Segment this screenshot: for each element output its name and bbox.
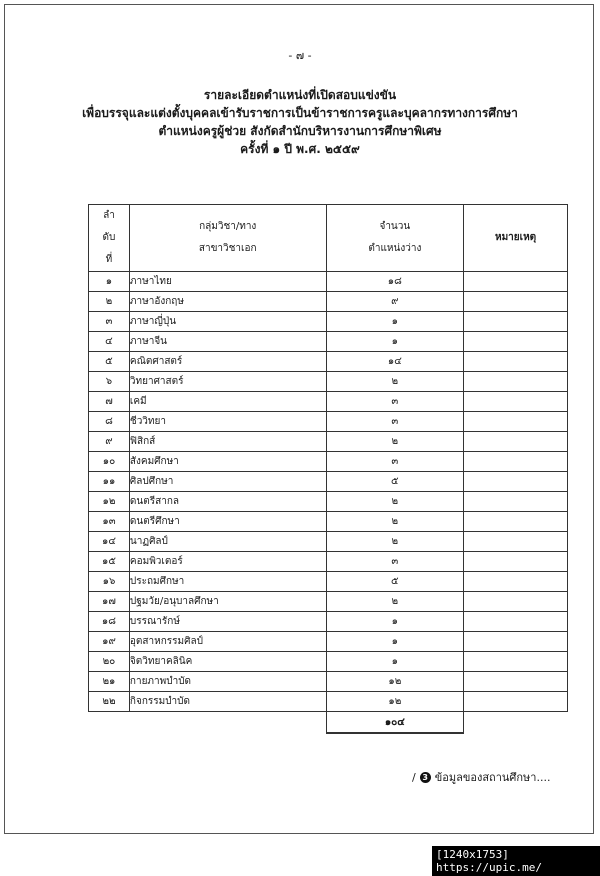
row-subject: บรรณารักษ์ <box>129 612 326 632</box>
row-number: ๒๑ <box>89 672 130 692</box>
row-subject: ภาษาไทย <box>129 272 326 292</box>
header-line-4: ครั้งที่ ๑ ปี พ.ศ. ๒๕๕๙ <box>240 142 360 156</box>
row-number: ๕ <box>89 352 130 372</box>
row-subject: ดนตรีศึกษา <box>129 512 326 532</box>
row-count: ๑๘ <box>326 272 464 292</box>
number-circle-icon: 3 <box>420 772 431 783</box>
header-subject: กลุ่มวิชา/ทาง สาขาวิชาเอก <box>129 205 326 272</box>
row-number: ๒๐ <box>89 652 130 672</box>
footer-prefix: / <box>412 770 416 784</box>
row-number: ๒ <box>89 292 130 312</box>
row-number: ๙ <box>89 432 130 452</box>
row-count: ๒ <box>326 492 464 512</box>
total-count: ๑๐๔ <box>326 712 464 734</box>
footer-note <box>412 768 550 786</box>
row-number: ๑๖ <box>89 572 130 592</box>
row-subject: จิตวิทยาคลินิค <box>129 652 326 672</box>
watermark-label: [1240x1753] https://upic.me/ <box>432 846 600 876</box>
row-remark <box>464 552 568 572</box>
row-count: ๒ <box>326 592 464 612</box>
table-row <box>89 632 568 652</box>
table-header-row <box>89 205 568 272</box>
row-count: ๑๒ <box>326 692 464 712</box>
row-number: ๑๓ <box>89 512 130 532</box>
row-remark <box>464 312 568 332</box>
row-remark <box>464 272 568 292</box>
row-number: ๔ <box>89 332 130 352</box>
row-remark <box>464 472 568 492</box>
row-count: ๓ <box>326 412 464 432</box>
row-remark <box>464 532 568 552</box>
row-remark <box>464 492 568 512</box>
row-subject: คอมพิวเตอร์ <box>129 552 326 572</box>
row-remark <box>464 412 568 432</box>
row-remark <box>464 672 568 692</box>
header-no: ลำ ดับ ที่ <box>89 205 130 272</box>
footer-text: ข้อมูลของสถานศึกษา.... <box>434 771 551 784</box>
row-count: ๕ <box>326 572 464 592</box>
header-line-3: ตำแหน่งครูผู้ช่วย สังกัดสำนักบริหารงานการศึกษาพิเศษ <box>158 124 442 138</box>
row-subject: คณิตศาสตร์ <box>129 352 326 372</box>
row-subject: วิทยาศาสตร์ <box>129 372 326 392</box>
row-remark <box>464 572 568 592</box>
row-count: ๙ <box>326 292 464 312</box>
row-number: ๑๘ <box>89 612 130 632</box>
row-count: ๓ <box>326 452 464 472</box>
row-count: ๒ <box>326 512 464 532</box>
row-subject: ประถมศึกษา <box>129 572 326 592</box>
row-number: ๑๐ <box>89 452 130 472</box>
table-row <box>89 512 568 532</box>
row-number: ๑๔ <box>89 532 130 552</box>
row-number: ๖ <box>89 372 130 392</box>
table-row <box>89 692 568 712</box>
row-subject: ปฐมวัย/อนุบาลศึกษา <box>129 592 326 612</box>
header-count: จำนวน ตำแหน่งว่าง <box>326 205 464 272</box>
row-number: ๑๗ <box>89 592 130 612</box>
row-count: ๑๒ <box>326 672 464 692</box>
table-row <box>89 592 568 612</box>
row-subject: ดนตรีสากล <box>129 492 326 512</box>
row-remark <box>464 332 568 352</box>
row-remark <box>464 292 568 312</box>
table-row <box>89 452 568 472</box>
total-row <box>89 712 568 734</box>
table-row <box>89 612 568 632</box>
row-remark <box>464 372 568 392</box>
row-number: ๑๕ <box>89 552 130 572</box>
positions-table <box>88 204 568 734</box>
row-subject: ศิลปศึกษา <box>129 472 326 492</box>
table-row <box>89 532 568 552</box>
table-row <box>89 292 568 312</box>
row-remark <box>464 692 568 712</box>
row-subject: สังคมศึกษา <box>129 452 326 472</box>
row-number: ๑๑ <box>89 472 130 492</box>
table-row <box>89 672 568 692</box>
row-subject: อุตสาหกรรมศิลป์ <box>129 632 326 652</box>
table-row <box>89 432 568 452</box>
row-subject: ภาษาญี่ปุ่น <box>129 312 326 332</box>
row-remark <box>464 632 568 652</box>
table-row <box>89 572 568 592</box>
row-subject: ภาษาจีน <box>129 332 326 352</box>
row-count: ๑๔ <box>326 352 464 372</box>
row-subject: กิจกรรมบำบัด <box>129 692 326 712</box>
row-subject: เคมี <box>129 392 326 412</box>
row-count: ๒ <box>326 432 464 452</box>
row-remark <box>464 392 568 412</box>
row-subject: ชีววิทยา <box>129 412 326 432</box>
row-number: ๑๙ <box>89 632 130 652</box>
document-header <box>0 86 600 158</box>
table-row <box>89 472 568 492</box>
table-row <box>89 332 568 352</box>
table-row <box>89 272 568 292</box>
table-row <box>89 652 568 672</box>
row-count: ๓ <box>326 392 464 412</box>
row-number: ๗ <box>89 392 130 412</box>
row-count: ๑ <box>326 652 464 672</box>
row-count: ๑ <box>326 612 464 632</box>
row-number: ๑ <box>89 272 130 292</box>
row-remark <box>464 652 568 672</box>
row-number: ๑๒ <box>89 492 130 512</box>
row-count: ๒ <box>326 372 464 392</box>
row-count: ๕ <box>326 472 464 492</box>
table-row <box>89 552 568 572</box>
header-line-1: รายละเอียดตำแหน่งที่เปิดสอบแข่งขัน <box>203 88 397 102</box>
row-subject: กายภาพบำบัด <box>129 672 326 692</box>
row-count: ๑ <box>326 332 464 352</box>
row-count: ๒ <box>326 532 464 552</box>
table-row <box>89 392 568 412</box>
header-remark: หมายเหตุ <box>464 205 568 272</box>
row-subject: ภาษาอังกฤษ <box>129 292 326 312</box>
row-subject: นาฏศิลป์ <box>129 532 326 552</box>
table-row <box>89 412 568 432</box>
table-row <box>89 312 568 332</box>
page-number: - ๗ - <box>288 49 312 62</box>
row-number: ๘ <box>89 412 130 432</box>
table-row <box>89 492 568 512</box>
row-remark <box>464 612 568 632</box>
row-number: ๒๒ <box>89 692 130 712</box>
header-line-2: เพื่อบรรจุและแต่งตั้งบุคคลเข้ารับราชการเป็นข้าราชการครูและบุคลากรทางการศึกษา <box>82 106 518 120</box>
table-row <box>89 372 568 392</box>
row-remark <box>464 592 568 612</box>
row-remark <box>464 352 568 372</box>
row-remark <box>464 452 568 472</box>
row-subject: ฟิสิกส์ <box>129 432 326 452</box>
row-remark <box>464 512 568 532</box>
row-count: ๑ <box>326 632 464 652</box>
table-row <box>89 352 568 372</box>
row-count: ๓ <box>326 552 464 572</box>
row-number: ๓ <box>89 312 130 332</box>
row-count: ๑ <box>326 312 464 332</box>
row-remark <box>464 432 568 452</box>
